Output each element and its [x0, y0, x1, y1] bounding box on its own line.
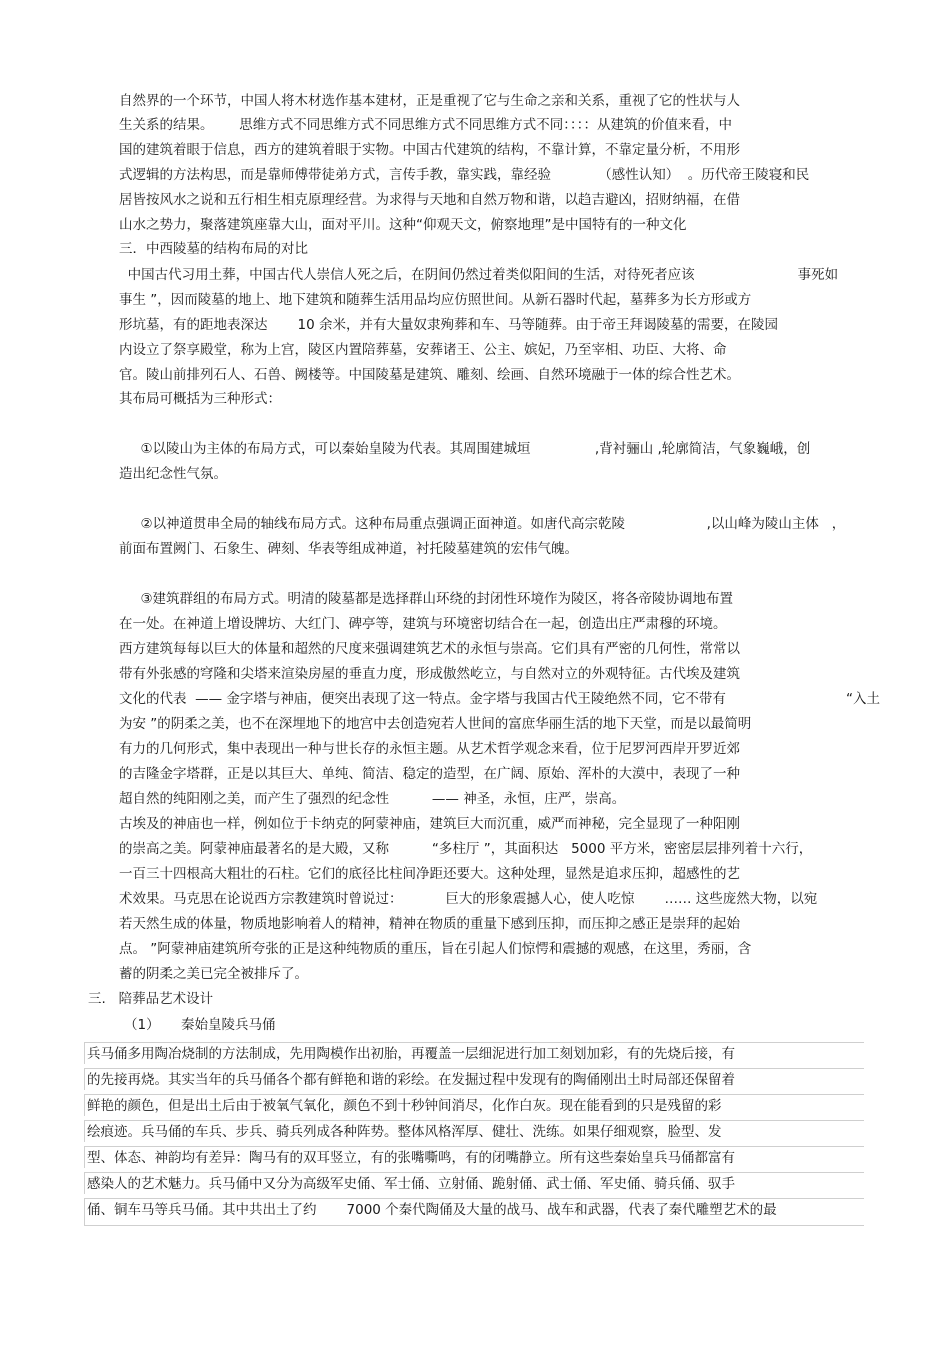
boxed-text-row [84, 1120, 864, 1142]
boxed-text-row [84, 1042, 864, 1064]
text-line: 在一处。在神道上增设牌坊、大红门、碑亭等，建筑与环境密切结合在一起，创造出庄严肃穆的环境。 [119, 616, 727, 632]
section-heading: 三．中西陵墓的结构布局的对比 [119, 241, 308, 257]
text-line: 若天然生成的体量，物质地影响着人的精神，精神在物质的重量下感到压抑，而压抑之感正是崇拜的起始 [119, 916, 740, 932]
boxed-text-line: 型、体态、神韵均有差异：陶马有的双耳竖立，有的张嘴嘶鸣，有的闭嘴静立。所有这些秦始皇兵马俑都富有 [87, 1150, 735, 1166]
text-line: 为安 ”的阴柔之美，也不在深埋地下的地宫中去创造宛若人世间的富庶华丽生活的地下天堂，而是以最简明 [119, 716, 752, 732]
text-line: 古埃及的神庙也一样，例如位于卡纳克的阿蒙神庙，建筑巨大而沉重，威严而神秘，完全显现了一种阳刚 [119, 816, 740, 832]
section-heading: 三. 陪葬品艺术设计 [88, 991, 214, 1007]
text-line: 式逻辑的方法构思，而是靠师傅带徒弟方式，言传手教，靠实践，靠经验 （感性认知） 。历代帝王陵寝和民 [119, 167, 810, 183]
text-line: 山水之势力，聚落建筑座靠大山，面对平川。这种“仰观天文，俯察地理”是中国特有的一种文化 [119, 217, 687, 233]
boxed-text-row [84, 1198, 864, 1226]
text-line: 其布局可概括为三种形式： [119, 391, 281, 407]
boxed-text-row [84, 1094, 864, 1116]
boxed-text-line: 俑、铜车马等兵马俑。其中共出土了约 7000 个秦代陶俑及大量的战马、战车和武器，代表了秦代雕塑艺术的最 [87, 1202, 777, 1218]
boxed-text-line: 绘痕迹。兵马俑的车兵、步兵、骑兵列成各种阵势。整体风格浑厚、健壮、洗练。如果仔细观察，脸型、发 [87, 1124, 722, 1140]
text-line: 中国古代习用土葬，中国古代人崇信人死之后，在阴间仍然过着类似阳间的生活，对待死者应该 事死如 [119, 267, 839, 283]
text-line: 居皆按风水之说和五行相生相克原理经营。为求得与天地和自然万物和谐，以趋吉避凶，招财纳福，在借 [119, 192, 740, 208]
text-line: 文化的代表 —— 金字塔与神庙，便突出表现了这一特点。金字塔与我国古代王陵绝然不同，它不带有 “入土 [119, 691, 881, 707]
text-line: ③建筑群组的布局方式。明清的陵墓都是选择群山环绕的封闭性环境作为陵区，将各帝陵协调地布置 [119, 591, 734, 607]
text-line: 事生 ”，因而陵墓的地上、地下建筑和随葬生活用品均应仿照世间。从新石器时代起，墓葬多为长方形或方 [119, 292, 752, 308]
text-line: 术效果。马克思在论说西方宗教建筑时曾说过： 巨大的形象震撼人心，使人吃惊 …… 这些庞然大物，以宛 [119, 891, 818, 907]
boxed-text-line: 感染人的艺术魅力。兵马俑中又分为高级军史俑、军士俑、立射俑、跪射俑、武士俑、军史俑、骑兵俑、驭手 [87, 1176, 735, 1192]
text-line: 形坑墓，有的距地表深达 10 余米，并有大量奴隶殉葬和车、马等随葬。由于帝王拜谒陵墓的需要，在陵园 [119, 317, 779, 333]
text-line: 蓄的阴柔之美已完全被排斥了。 [119, 966, 308, 982]
text-line: ①以陵山为主体的布局方式，可以秦始皇陵为代表。其周围建城垣 ,背衬骊山 ,轮廓简洁，气象巍峨，创 [119, 441, 811, 457]
text-line: 自然界的一个环节，中国人将木材选作基本建材，正是重视了它与生命之亲和关系，重视了它的性状与人 [119, 93, 740, 109]
boxed-text-line: 的先接再烧。其实当年的兵马俑各个都有鲜艳和谐的彩绘。在发掘过程中发现有的陶俑刚出土时局部还保留着 [87, 1072, 735, 1088]
text-line: 官。陵山前排列石人、石兽、阙楼等。中国陵墓是建筑、雕刻、绘画、自然环境融于一体的综合性艺术。 [119, 367, 740, 383]
boxed-text-line: 鲜艳的颜色，但是出土后由于被氧气氧化，颜色不到十秒钟间消尽，化作白灰。现在能看到的只是残留的彩 [87, 1098, 722, 1114]
text-line: 的吉隆金字塔群，正是以其巨大、单纯、简洁、稳定的造型，在广阔、原始、浑朴的大漠中，表现了一种 [119, 766, 740, 782]
text-line: 的崇高之美。阿蒙神庙最著名的是大殿，又称 “多柱厅 ”，其面积达 5000 平方米，密密层层排列着十六行， [119, 841, 813, 857]
text-line: 有力的几何形式，集中表现出一种与世长存的永恒主题。从艺术哲学观念来看，位于尼罗河西岸开罗近郊 [119, 741, 740, 757]
text-line: 超自然的纯阳刚之美，而产生了强烈的纪念性 —— 神圣，永恒，庄严，崇高。 [119, 791, 626, 807]
text-line: 点。 ”阿蒙神庙建筑所夸张的正是这种纯物质的重压，旨在引起人们惊愕和震撼的观感，在这里，秀丽，含 [119, 941, 752, 957]
text-line: 西方建筑每每以巨大的体量和超然的尺度来强调建筑艺术的永恒与崇高。它们具有严密的几何性，常常以 [119, 641, 740, 657]
text-line: 前面布置阙门、石象生、碑刻、华表等组成神道，衬托陵墓建筑的宏伟气魄。 [119, 541, 578, 557]
boxed-text-line: 兵马俑多用陶冶烧制的方法制成，先用陶模作出初胎，再覆盖一层细泥进行加工刻划加彩，有的先烧后接，有 [87, 1046, 735, 1062]
text-line: 带有外张感的穹隆和尖塔来渲染房屋的垂直力度，形成傲然屹立，与自然对立的外观特征。古代埃及建筑 [119, 666, 740, 682]
boxed-text-row [84, 1068, 864, 1090]
text-line: 造出纪念性气氛。 [119, 466, 227, 482]
text-line: ②以神道贯串全局的轴线布局方式。这种布局重点强调正面神道。如唐代高宗乾陵 ,以山峰为陵山主体 ， [119, 516, 846, 532]
text-line: 内设立了祭享殿堂，称为上宫，陵区内置陪葬墓，安葬诸王、公主、嫔妃，乃至宰相、功臣、大将、命 [119, 342, 727, 358]
subsection-heading: （1） 秦始皇陵兵马俑 [124, 1017, 276, 1033]
text-line: 一百三十四根高大粗壮的石柱。它们的底径比柱间净距还要大。这种处理，显然是追求压抑，超感性的艺 [119, 866, 740, 882]
text-line: 生关系的结果。 思维方式不同思维方式不同思维方式不同思维方式不同：：：：从建筑的价值来看，中 [119, 117, 732, 133]
boxed-text-row [84, 1172, 864, 1194]
boxed-text-row [84, 1146, 864, 1168]
text-line: 国的建筑着眼于信息，西方的建筑着眼于实物。中国古代建筑的结构，不靠计算，不靠定量分析，不用形 [119, 142, 740, 158]
